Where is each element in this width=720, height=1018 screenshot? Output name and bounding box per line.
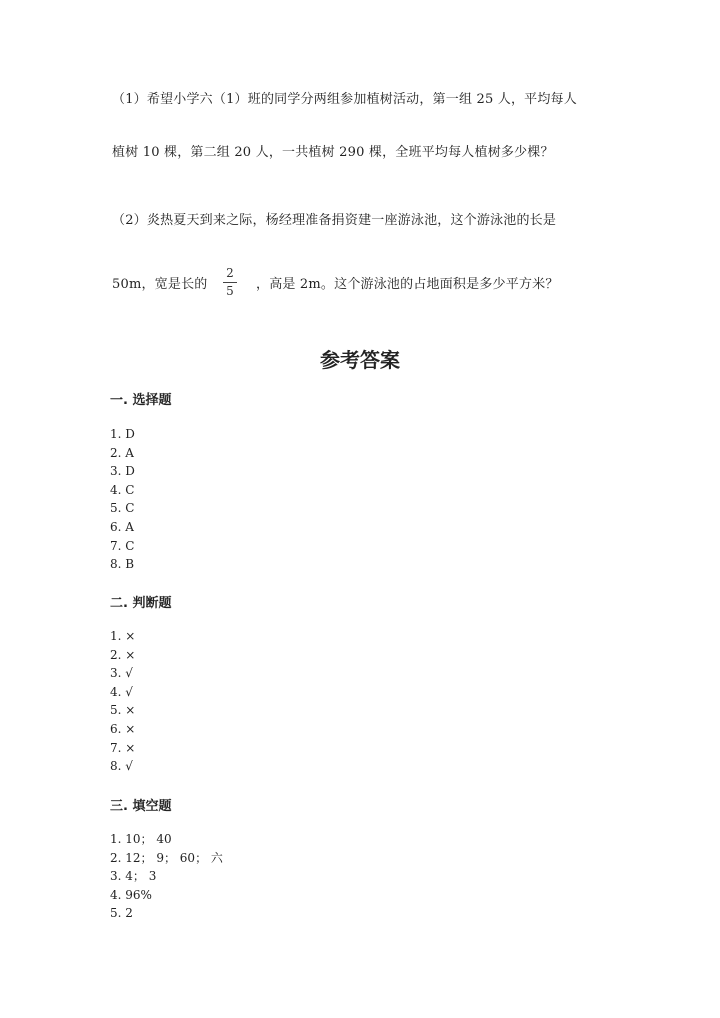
answer-item: 3. 4； 3: [110, 869, 157, 884]
fraction-bar: [223, 282, 237, 283]
answer-item: 3. D: [110, 464, 135, 479]
answer-item: 4. 96%: [110, 887, 152, 902]
answer-item: 7. ×: [110, 740, 136, 755]
answer-item: 6. A: [110, 519, 134, 534]
answer-item: 2. 12； 9； 60； 六: [110, 850, 223, 865]
answer-title: 参考答案: [320, 348, 400, 372]
fraction-two-fifths: [223, 267, 237, 298]
answer-item: 5. 2: [110, 906, 133, 921]
answer-item: 2. ×: [110, 647, 136, 662]
answer-item: 8. B: [110, 557, 135, 572]
answer-item: 1. ×: [110, 629, 136, 643]
answer-item: 2. A: [110, 445, 134, 460]
problem-2-line-2-end: ，高是 2m。这个游泳池的占地面积是多少平方米？: [256, 277, 559, 292]
answer-item: 6. ×: [110, 721, 136, 736]
problem-2-line-2-start: 50m，宽是长的: [112, 277, 208, 292]
answer-item: 3. √: [110, 666, 133, 681]
fraction-numerator: 2: [226, 266, 234, 280]
section-heading-fill: 三. 填空题: [110, 799, 172, 814]
answer-item: 1. 10； 40: [110, 832, 172, 846]
problem-1-line-1: （1）希望小学六（1）班的同学分两组参加植树活动，第一组 25 人，平均每人: [112, 92, 577, 107]
section-heading-judge: 二. 判断题: [110, 596, 172, 611]
answer-list-fill: [110, 830, 223, 923]
fraction-denominator: 5: [226, 284, 234, 298]
answer-list-choice: [110, 425, 135, 574]
answer-item: 1. D: [110, 427, 135, 441]
answer-item: 4. C: [110, 482, 135, 497]
answer-list-judge: [110, 627, 135, 776]
problem-1-line-2: 植树 10 棵，第二组 20 人，一共植树 290 棵，全班平均每人植树多少棵？: [112, 145, 554, 160]
answer-item: 5. ×: [110, 703, 136, 718]
problem-2-line-1: （2）炎热夏天到来之际，杨经理准备捐资建一座游泳池，这个游泳池的长是: [112, 213, 557, 228]
answer-item: 5. C: [110, 501, 135, 516]
answer-item: 7. C: [110, 538, 135, 553]
section-heading-choice: 一. 选择题: [110, 393, 172, 408]
answer-item: 4. √: [110, 684, 133, 699]
answer-item: 8. √: [110, 759, 133, 774]
